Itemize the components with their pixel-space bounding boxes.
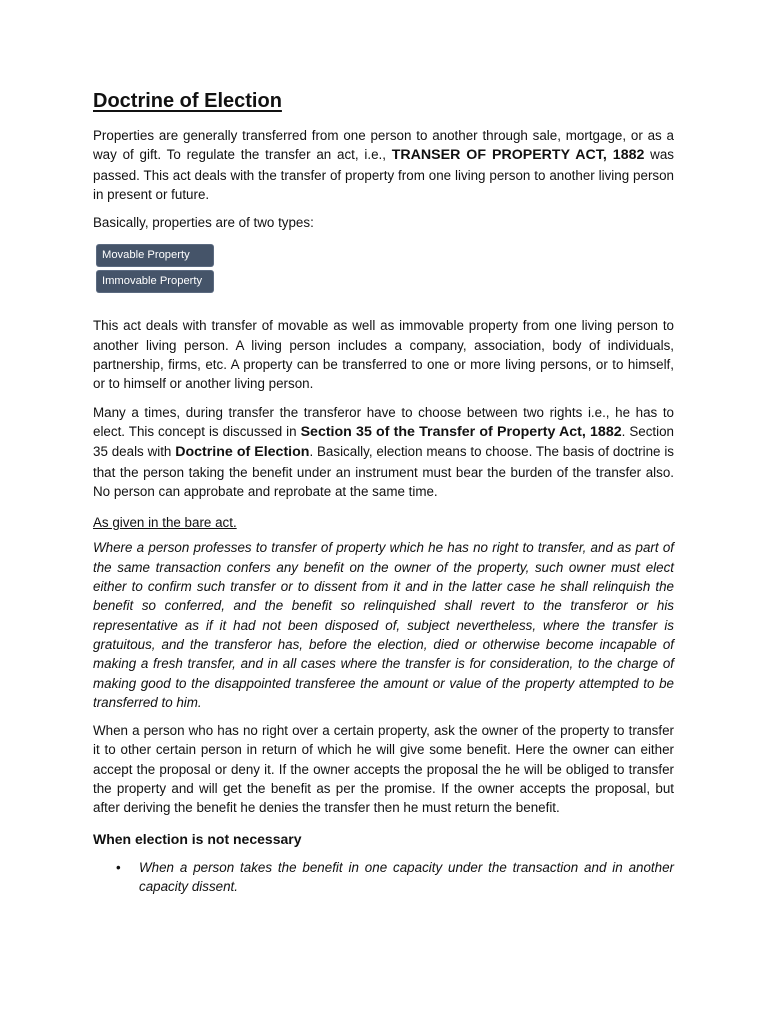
bullet-icon: • — [116, 859, 121, 875]
election-text-1: Many a times, during transfer the transferor have to choose between two rights i.e., he has to elect. This concept is discussed in — [93, 404, 674, 439]
intro-text-end: was passed. This act deals with the transfer of property from one living person to another living person in present or future. — [93, 147, 674, 202]
property-type-movable: Movable Property — [97, 245, 213, 266]
list-item-text: When a person takes the benefit in one capacity under the transaction and in another capacity dissent. — [139, 859, 674, 894]
section-35-bold: Section 35 of the Transfer of Property Act, 1882 — [300, 423, 622, 440]
intro-text-start: Properties are generally transferred from one person to another through sale, mortgage, or as a way of gift. To regulate the transfer an act, i.e., — [93, 128, 674, 163]
bare-act-quote: Where a person professes to transfer of property which he has no right to transfer, and as part of the same transaction confers any benefit on the owner of the property, such owner must elect either to confirm such transfer or to dissent from it and in the latter case he shall relinquish the benefit so conferred, and the benefit so relinquished shall revert to the transferor or his representative as if it had not been disposed of, subject nevertheless, where the transfer is gratuitous, and the transferor has, before the election, died or otherwise become incapable of making a fresh transfer, and in all cases where the transfer is for consideration, to the charge of making good to the disappointed transferee the amount or value of the property attempted to be transferred to him. — [93, 540, 674, 710]
bare-act-heading: As given in the bare act. — [93, 515, 237, 531]
list-item — [93, 858, 674, 897]
election-text-2: . Section 35 deals with — [93, 423, 674, 460]
act-name-bold: TRANSER OF PROPERTY ACT, 1882 — [391, 147, 645, 164]
section-heading: When election is not necessary — [93, 830, 302, 847]
intro-paragraph — [93, 126, 674, 204]
doctrine-bold: Doctrine of Election — [175, 444, 310, 461]
property-types-list — [97, 245, 674, 292]
explanation-paragraph: When a person who has no right over a certain property, ask the owner of the property to transfer it to other certain person in return of which he will give some benefit. Here the owner can either accept the proposal or deny it. If the owner accepts the proposal the he will be obliged to transfer the property and will get the benefit as per the promise. If the owner accepts the proposal, but after deriving the benefit he denies the transfer then he must return the benefit. — [93, 723, 674, 816]
living-person-paragraph: This act deals with transfer of movable as well as immovable property from one living person to another living person. A living person includes a company, association, body of individuals, partnership, firms, etc. A property can be transferred to one or more living persons, or to himself, or to himself or another living person. — [93, 318, 674, 392]
types-intro-paragraph: Basically, properties are of two types: — [93, 215, 314, 231]
property-type-immovable: Immovable Property — [97, 271, 213, 292]
election-text-3: . Basically, election means to choose. The basis of doctrine is that the person taking the benefit under an instrument must bear the burden of the transfer also. No person can approbate and reprobate at the same time. — [93, 444, 675, 499]
document-body — [93, 88, 674, 896]
election-paragraph — [93, 403, 674, 501]
document-title: Doctrine of Election — [93, 90, 282, 112]
exceptions-list — [93, 858, 674, 897]
